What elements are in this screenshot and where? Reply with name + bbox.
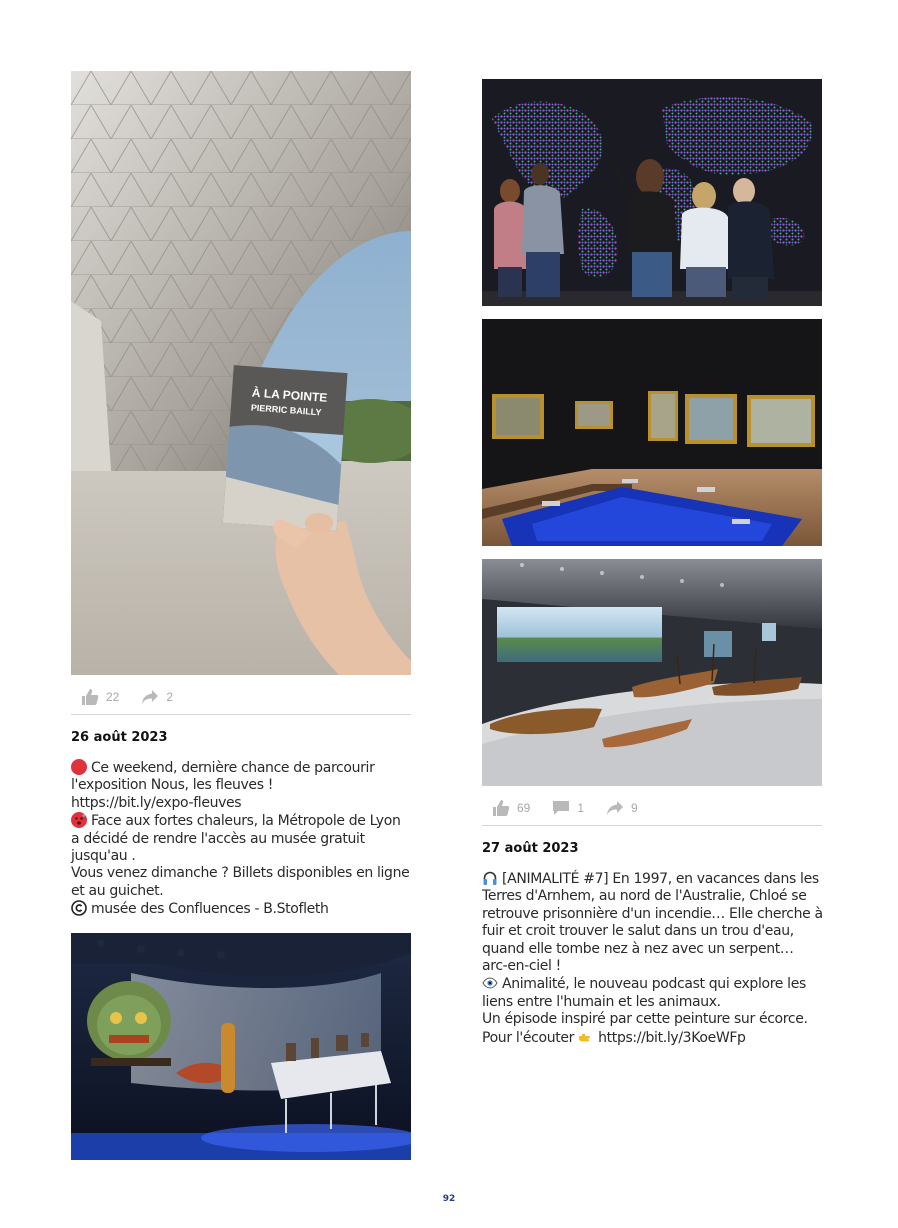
post-line: Un épisode inspiré par cette peinture sur écorce. [482,1011,808,1028]
post-1-stats [81,682,195,712]
comment-icon [552,799,570,817]
share-stat[interactable] [606,799,638,817]
book-author: PIERRIC BAILLY [250,402,322,418]
photo-paintings-gallery [482,319,822,546]
post-line: retrouve prisonnière d'un incendie… Elle cherche à [482,905,823,922]
thumbs-up-icon [81,688,99,706]
post-line: musée des Confluences - B.Stofleth [71,900,416,918]
book-title: À LA POINTE [251,385,328,405]
like-count: 69 [517,801,531,815]
comment-stat[interactable] [552,799,584,817]
divider [482,825,822,826]
thumbs-up-icon [492,799,510,817]
post-line: et au guichet. [71,882,164,899]
post-line: jusqu'au . [71,848,136,865]
post-line: l'exposition Nous, les fleuves ! [71,777,274,794]
post-link[interactable]: https://bit.ly/expo-fleuves [71,794,242,811]
post-line: liens entre l'humain et les animaux. [482,993,721,1010]
share-icon [141,688,159,706]
post-1-text [71,759,416,919]
post-line: Vous venez dimanche ? Billets disponibles en ligne [71,865,410,882]
post-line: fuir et croit trouver le salut dans un trou d'eau, [482,923,794,940]
post-line: arc-en-ciel ! [482,958,561,975]
divider [71,714,411,715]
eye-icon [482,975,498,991]
post-line: Animalité, le nouveau podcast qui explore les [482,975,832,993]
post-2-stats [492,793,660,823]
post-2-text [482,870,832,1047]
like-stat[interactable] [492,799,530,817]
post-line: Ce weekend, dernière chance de parcourir [71,759,416,777]
photo-boats-vitrine [482,559,822,786]
post-line: [ANIMALITÉ #7] En 1997, en vacances dans les [482,870,832,888]
post-line: Pour l'écouter https://bit.ly/3KoeWFp [482,1029,746,1046]
pointing-hand-icon [578,1029,594,1045]
like-count: 22 [106,690,120,704]
headphones-icon [482,870,498,886]
copyright-icon [71,900,87,916]
share-count: 2 [166,690,174,704]
comment-count: 1 [577,801,585,815]
photo-world-map [482,79,822,306]
page-number: 92 [442,1194,456,1204]
post-2-date: 27 août 2023 [482,841,579,856]
post-link[interactable]: https://bit.ly/3KoeWFp [598,1029,746,1046]
post-1-date: 26 août 2023 [71,730,168,745]
hot-face-icon [71,812,87,828]
post-line: a décidé de rendre l'accès au musée gratuit [71,830,365,847]
share-icon [606,799,624,817]
like-stat[interactable] [81,688,119,706]
photo-book-arch [71,71,411,675]
share-stat[interactable] [141,688,173,706]
post-line: Terres d'Arnhem, au nord de l'Australie, Chloé se [482,888,807,905]
photo-masks-vitrine [71,933,411,1160]
post-line: quand elle tombe nez à nez avec un serpent… [482,940,794,957]
share-count: 9 [631,801,638,815]
post-line: Face aux fortes chaleurs, la Métropole de Lyon [71,812,416,830]
red-circle-icon [71,759,87,775]
